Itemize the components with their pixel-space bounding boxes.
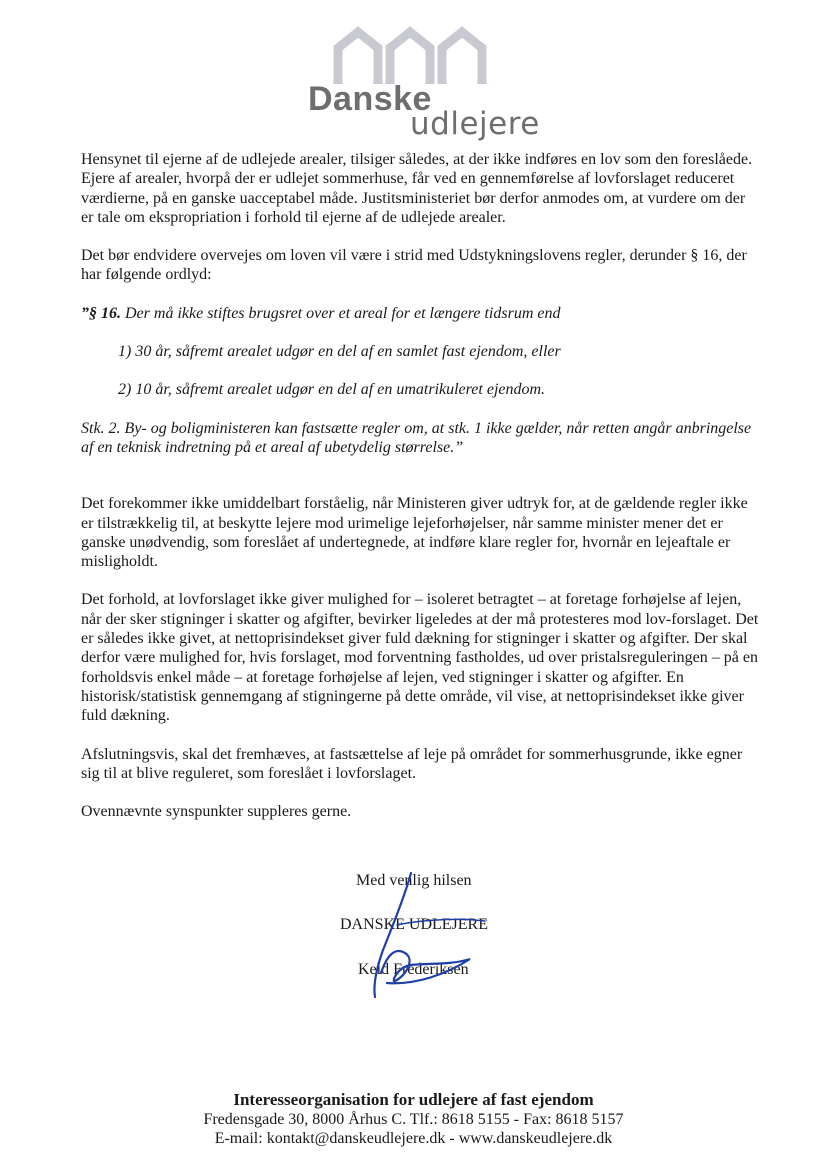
quote-item-1: 1) 30 år, såfremt arealet udgør en del af en samlet fast ejendom, eller — [118, 343, 561, 361]
quote-item-2: 2) 10 år, såfremt arealet udgør en del af en umatrikuleret ejendom. — [118, 381, 546, 399]
handwritten-signature — [335, 855, 495, 1005]
letter-body — [81, 150, 761, 821]
signoff-greeting: Med venlig hilsen — [356, 872, 472, 889]
logo — [300, 22, 550, 142]
quote-stk-2: Stk. 2. By- og boligministeren kan fastsætte regler om, at stk. 1 ikke gælder, når retten angår anbringelse af en teknisk indretning på et areal af ubetydelig størrelse.” — [81, 419, 752, 456]
quote-section-text: Der må ikke stiftes brugsret over et areal for et længere tidsrum end — [121, 304, 561, 322]
footer-address: Fredensgade 30, 8000 Århus C. Tlf.: 8618 5155 - Fax: 8618 5157 — [203, 1110, 624, 1128]
signoff-name: Keld Frederiksen — [358, 961, 469, 978]
paragraph-4: Det forhold, at lovforslaget ikke giver mulighed for – isoleret betragtet – at foretage forhøjelse af lejen, når der sker stigninger i skatter og afgifter, bevirker ligeledes at der må protesteres mod lov-forslaget. Det er således ikke givet, at nettoprisindekset giver fuld dækning for stigninger i skatter og afgifter. Der skal derfor være mulighed for, hvis forslaget, mod forventning fastholdes, ud over pristalsreguleringen – på en forholdsvis enkel måde – at foretage forhøjelse af lejen, ved stigninger i skatter og afgifter. En historisk/statistisk gennemgang af stigningerne på dette område, vil vise, at nettoprisindekset ikke giver fuld dækning. — [81, 591, 759, 725]
quote-heading — [81, 304, 761, 323]
footer-organization: Interesseorganisation for udlejere af fast ejendom — [233, 1090, 594, 1109]
footer — [0, 1090, 827, 1149]
paragraph-6: Ovennævnte synspunkter suppleres gerne. — [81, 803, 352, 821]
paragraph-2: Det bør endvidere overvejes om loven vil være i strid med Udstykningslovens regler, derunder § 16, der har følgende ordlyd: — [81, 247, 747, 284]
paragraph-3: Det forekommer ikke umiddelbart forståelig, når Ministeren giver udtryk for, at de gældende regler ikke er tilstrækkelig til, at beskytte lejere mod urimelige lejeforhøjelser, når samme minister mener det er ganske unødvendig, som foreslået af undertegnede, at indføre klare regler for, hvornår en lejeaftale er misligholdt. — [81, 495, 748, 571]
logo-text-danske: Danske — [308, 80, 432, 118]
logo-text-udlejere: udlejere — [410, 106, 540, 142]
footer-contact: E-mail: kontakt@danskeudlejere.dk - www.danskeudlejere.dk — [214, 1130, 613, 1147]
paragraph-1: Hensynet til ejerne af de udlejede arealer, tilsiger således, at der ikke indføres en lov som den foreslåede. Ejere af arealer, hvorpå der er udlejet sommerhuse, får ved en gennemførelse af lovforslaget reduceret værdierne, på en ganske uacceptabel måde. Justitsministeriet bør derfor anmodes om, at vurdere om der er tale om ekspropriation i forhold til ejerne af de udlejede arealer. — [81, 151, 753, 226]
signoff-organization: DANSKE UDLEJERE — [340, 916, 488, 933]
houses-logo-icon — [330, 26, 490, 86]
quote-section-number: ”§ 16. — [81, 304, 121, 322]
paragraph-5: Afslutningsvis, skal det fremhæves, at fastsættelse af leje på området for sommerhusgrunde, ikke egner sig til at blive reguleret, som foreslået i lovforslaget. — [81, 745, 743, 782]
